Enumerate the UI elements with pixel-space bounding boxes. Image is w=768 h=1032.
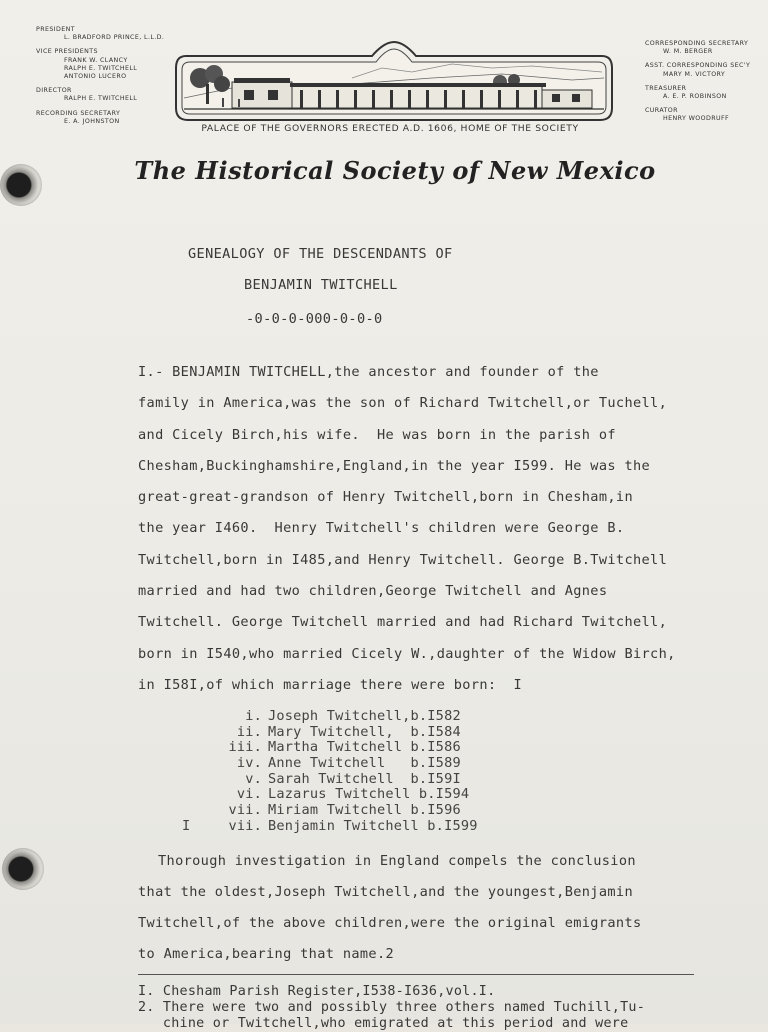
- child-entry: Sarah Twitchell b.I59I: [268, 770, 461, 787]
- officer-title: VICE PRESIDENTS: [36, 48, 98, 56]
- text-line: that the oldest,Joseph Twitchell,and the youngest,Benjamin: [138, 884, 633, 900]
- officer-name: ANTONIO LUCERO: [64, 73, 127, 81]
- footnote: I. Chesham Parish Register,I538-I636,vol.I.: [138, 984, 496, 999]
- child-numeral: v.: [245, 770, 262, 787]
- paragraph-2: [138, 846, 738, 970]
- paragraph-1: [138, 357, 738, 701]
- footnote-divider: [138, 974, 694, 975]
- left-officers-list: [36, 26, 176, 132]
- list-item: [182, 740, 602, 756]
- officer-name: L. BRADFORD PRINCE, L.L.D.: [64, 34, 165, 42]
- list-item: [182, 819, 602, 835]
- child-entry: Benjamin Twitchell b.I599: [268, 817, 478, 834]
- document-heading-line2: BENJAMIN TWITCHELL: [244, 277, 398, 293]
- text-line: I.- BENJAMIN TWITCHELL,the ancestor and founder of the: [138, 364, 599, 380]
- officer-title: PRESIDENT: [36, 26, 75, 33]
- margin-mark: I: [182, 817, 191, 834]
- palace-illustration: [172, 38, 616, 124]
- footnote: chine or Twitchell,who emigrated at this period and were: [138, 1016, 629, 1031]
- child-numeral: iii.: [228, 739, 262, 756]
- officer-title: TREASURER: [645, 84, 687, 92]
- officer-group: [645, 85, 763, 101]
- officer-name: HENRY WOODRUFF: [663, 115, 730, 123]
- child-numeral: i.: [245, 708, 262, 724]
- child-entry: Lazarus Twitchell b.I594: [268, 786, 470, 803]
- text-line: Twitchell,born in I485,and Henry Twitchell. George B.Twitchell: [138, 551, 668, 568]
- text-line: the year I460. Henry Twitchell's children were George B.: [138, 520, 625, 537]
- punch-hole: [0, 164, 42, 206]
- text-line: born in I540,who married Cicely W.,daughter of the Widow Birch,: [138, 645, 676, 662]
- officer-group: [36, 110, 176, 126]
- child-entry: Miriam Twitchell b.I596: [268, 802, 461, 819]
- officer-group: [36, 87, 176, 103]
- officer-title: CURATOR: [645, 107, 678, 115]
- text-line: married and had two children,George Twitchell and Agnes: [138, 583, 608, 600]
- officer-name: A. E. P. ROBINSON: [663, 93, 727, 101]
- typed-divider: -0-0-0-000-0-0-0: [246, 311, 383, 327]
- text-line: Twitchell. George Twitchell married and had Richard Twitchell,: [138, 614, 668, 631]
- officer-name: W. M. BERGER: [663, 48, 713, 56]
- footnote: 2. There were two and possibly three others named Tuchill,Tu-: [138, 1000, 646, 1015]
- child-entry: Martha Twitchell b.I586: [268, 739, 461, 756]
- officer-name: E. A. JOHNSTON: [64, 117, 120, 125]
- list-item: [182, 787, 602, 803]
- list-item: [182, 725, 602, 741]
- text-line: to America,bearing that name.2: [138, 946, 395, 962]
- text-line: great-great-grandson of Henry Twitchell,born in Chesham,in: [138, 489, 633, 506]
- officer-name: FRANK W. CLANCY: [64, 56, 128, 64]
- text-line: Thorough investigation in England compels the conclusion: [158, 853, 636, 869]
- society-name: The Historical Society of New Mexico: [134, 156, 656, 185]
- palace-drawing: [172, 38, 616, 124]
- child-entry: Mary Twitchell, b.I584: [268, 723, 461, 740]
- officer-group: [36, 48, 176, 81]
- text-line: family in America,was the son of Richard Twitchell,or Tuchell,: [138, 395, 668, 412]
- officer-name: RALPH E. TWITCHELL: [64, 64, 138, 72]
- list-item: [182, 709, 602, 725]
- list-item: [182, 772, 602, 788]
- child-numeral: vii.: [228, 817, 262, 834]
- officer-title: CORRESPONDING SECRETARY: [645, 40, 749, 47]
- text-line: Twitchell,of the above children,were the original emigrants: [138, 915, 642, 931]
- child-numeral: vi.: [236, 786, 262, 803]
- footnotes: [138, 984, 738, 1032]
- child-numeral: ii.: [236, 723, 262, 740]
- officer-group: [645, 40, 763, 56]
- officer-group: [645, 107, 763, 123]
- officer-group: [645, 62, 763, 78]
- text-line: and Cicely Birch,his wife. He was born in the parish of: [138, 426, 616, 443]
- list-item: [182, 756, 602, 772]
- officer-group: [36, 26, 176, 42]
- right-officers-list: [645, 40, 763, 130]
- officer-name: RALPH E. TWITCHELL: [64, 95, 138, 103]
- child-entry: Anne Twitchell b.I589: [268, 755, 461, 772]
- officer-name: MARY M. VICTORY: [663, 70, 726, 78]
- text-line: in I58I,of which marriage there were born: I: [138, 676, 523, 693]
- child-entry: Joseph Twitchell,b.I582: [268, 708, 461, 724]
- children-list: [182, 709, 602, 835]
- masthead-caption: PALACE OF THE GOVERNORS ERECTED A.D. 1606, HOME OF THE SOCIETY: [201, 123, 579, 134]
- document-heading-line1: GENEALOGY OF THE DESCENDANTS OF: [188, 246, 453, 262]
- text-line: Chesham,Buckinghamshire,England,in the year I599. He was the: [138, 457, 651, 474]
- child-numeral: vii.: [228, 802, 262, 819]
- list-item: [182, 803, 602, 819]
- punch-hole: [2, 848, 44, 890]
- officer-title: DIRECTOR: [36, 87, 72, 95]
- officer-title: ASST. CORRESPONDING SEC'Y: [645, 62, 751, 70]
- officer-title: RECORDING SECRETARY: [36, 109, 121, 117]
- child-numeral: iv.: [236, 755, 262, 772]
